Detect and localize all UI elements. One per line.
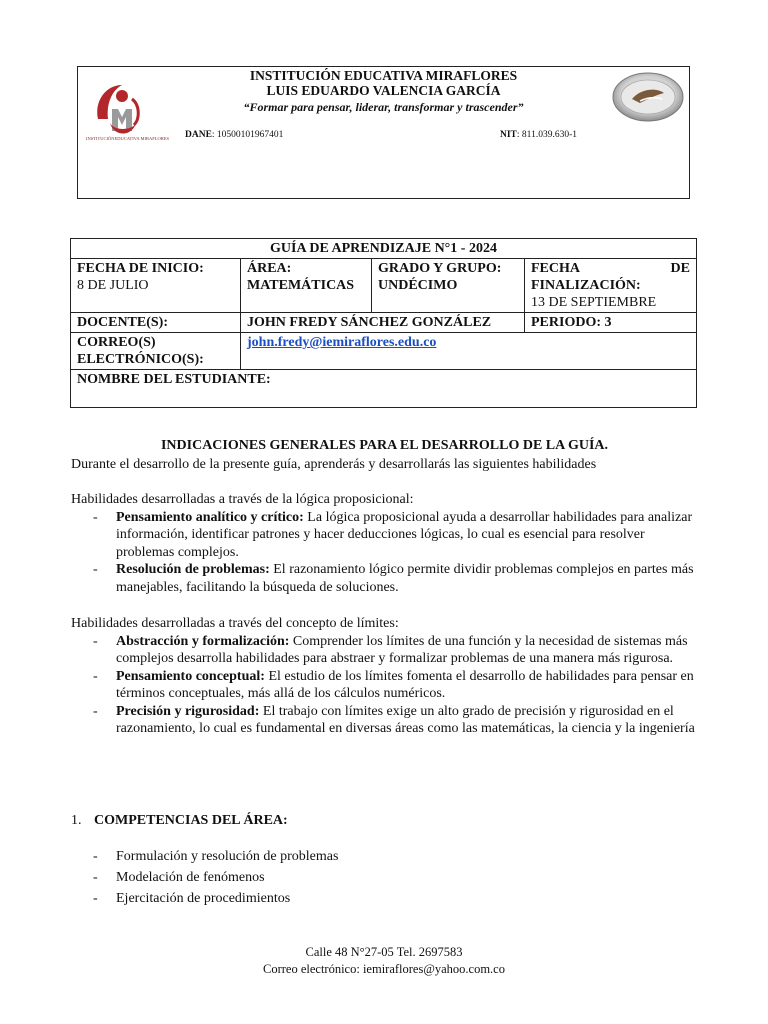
dane-code: DANE: 10500101967401	[185, 130, 284, 140]
grade-label: GRADO Y GRUPO:	[378, 261, 502, 276]
end-date-value: 13 DE SEPTIEMBRE	[531, 295, 657, 310]
end-date-cell	[525, 259, 697, 313]
list-item: - Resolución de problemas: El razonamiento lógico permite dividir problemas complejos en partes más manejables, facilitando la búsqueda de soluciones.	[71, 561, 698, 596]
limits-skills-section	[71, 615, 698, 738]
list-item: - Precisión y rigurosidad: El trabajo con límites exige un alto grado de precisión y rigurosidad en el razonamiento, lo cual es fundamental en diversas áreas como las matemáticas, la ciencia y la ingeniería	[71, 703, 698, 738]
page-footer	[0, 944, 768, 978]
end-date-label: FECHA DE	[531, 261, 690, 276]
footer-email: Correo electrónico: iemiraflores@yahoo.com.co	[263, 962, 505, 976]
nit-code: NIT: 811.039.630-1	[500, 130, 577, 140]
list-item: - Pensamiento analítico y crítico: La lógica proposicional ayuda a desarrollar habilidades para analizar información, identificar patrones y hacer deducciones lógicas, lo cual es esencial para resolver problemas complejos.	[71, 509, 698, 562]
footer-address: Calle 48 N°27-05 Tel. 2697583	[305, 945, 463, 959]
start-date-label: FECHA DE INICIO:	[77, 261, 204, 276]
end-date-label-2: FINALIZACIÓN:	[531, 278, 641, 293]
list-item: - Formulación y resolución de problemas	[71, 846, 698, 867]
competencies-list	[71, 846, 698, 909]
period: PERIODO: 3	[525, 313, 697, 333]
indications-title: INDICACIONES GENERALES PARA EL DESARROLLO DE LA GUÍA.	[160, 438, 609, 453]
institution-motto: “Formar para pensar, liderar, transformar y trascender”	[243, 100, 524, 114]
seal-icon	[610, 71, 686, 123]
teacher-name: JOHN FREDY SÁNCHEZ GONZÁLEZ	[241, 313, 525, 333]
institution-name: INSTITUCIÓN EDUCATIVA MIRAFLORES	[249, 68, 518, 83]
teacher-label: DOCENTE(S):	[71, 313, 241, 333]
start-date-cell	[71, 259, 241, 313]
grade-cell	[372, 259, 525, 313]
limits-skills-list	[71, 633, 698, 738]
guide-info-table	[70, 238, 697, 408]
list-item: - Pensamiento conceptual: El estudio de los límites fomenta el desarrollo de habilidades para pensar en términos conceptuales, más allá de los cálculos numéricos.	[71, 668, 698, 703]
email-cell	[241, 333, 697, 370]
area-value: MATEMÁTICAS	[247, 278, 355, 293]
institution-subtitle: LUIS EDUARDO VALENCIA GARCÍA	[266, 83, 501, 98]
guide-title: GUÍA DE APRENDIZAJE N°1 - 2024	[71, 239, 697, 259]
logic-skills-section	[71, 491, 698, 596]
list-item: - Modelación de fenómenos	[71, 867, 698, 888]
start-date-value: 8 DE JULIO	[77, 278, 149, 293]
logic-skills-heading: Habilidades desarrolladas a través de la lógica proposicional:	[71, 492, 414, 507]
logo-caption: INSTITUCIÓNEDUCATIVA MIRAFLORES	[86, 136, 170, 141]
institution-header	[77, 66, 690, 199]
list-item: - Abstracción y formalización: Comprender los límites de una función y la necesidad de sistemas más complejos desarrolla habilidades para abstraer y formalizar problemas de una manera más rigurosa.	[71, 633, 698, 668]
logic-skills-list	[71, 509, 698, 597]
competencies-heading: 1. COMPETENCIAS DEL ÁREA:	[71, 813, 288, 828]
student-name-field: NOMBRE DEL ESTUDIANTE:	[71, 370, 697, 408]
teacher-email-link[interactable]: john.fredy@iemiraflores.edu.co	[247, 335, 437, 350]
indications-intro: Durante el desarrollo de la presente guía, aprenderás y desarrollarás las siguientes habilidades	[71, 457, 597, 472]
email-label: CORREO(S) ELECTRÓNICO(S):	[71, 333, 241, 370]
area-label: ÁREA:	[247, 261, 292, 276]
list-item: - Ejercitación de procedimientos	[71, 888, 698, 909]
area-cell	[241, 259, 372, 313]
limits-skills-heading: Habilidades desarrolladas a través del concepto de límites:	[71, 616, 399, 631]
grade-value: UNDÉCIMO	[378, 278, 458, 293]
competencies-section	[71, 846, 698, 909]
